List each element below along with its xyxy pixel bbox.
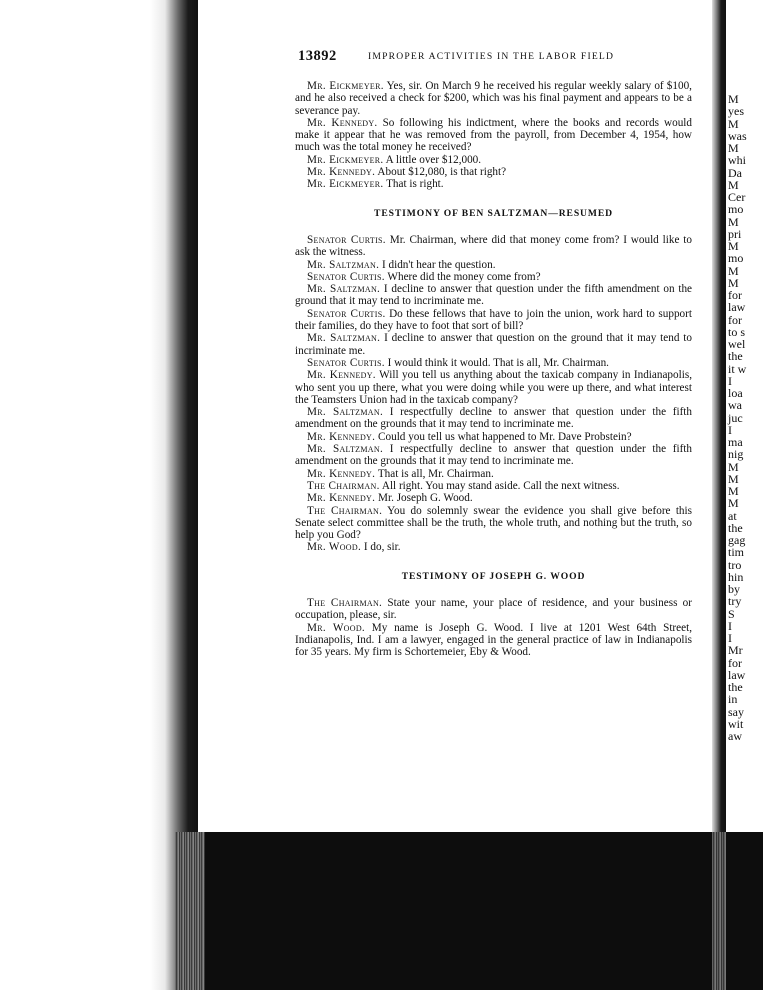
facing-page-text-fragment: tro <box>728 557 742 572</box>
speech-text: Where did the money come from? <box>384 270 541 283</box>
speech-text: A little over $12,000. <box>383 153 482 166</box>
speech-text: That is all, Mr. Chairman. <box>375 467 494 480</box>
speaker-name: Senator Curtis. <box>307 233 386 246</box>
speech-text: About $12,080, is that right? <box>375 166 507 179</box>
speaker-name: Mr. Wood. <box>307 541 362 554</box>
testimony-paragraph <box>295 443 692 468</box>
facing-page-text-fragment: I <box>728 422 732 437</box>
speech-text: You do solemnly swear the evidence you shall give before this Senate select committee shall be the truth, the whole truth, and nothing but the truth, so help you God? <box>295 504 692 542</box>
facing-page-text-fragment: hin <box>728 569 744 584</box>
facing-page-text-fragment: M <box>728 214 739 229</box>
facing-page-text-fragment: for <box>728 288 742 302</box>
testimony-paragraph <box>295 369 692 406</box>
testimony-paragraph <box>295 154 692 166</box>
facing-page-text-fragment: for <box>728 655 742 670</box>
speaker-name: Mr. Saltzman. <box>307 332 381 345</box>
facing-page-text-fragment: M <box>728 239 739 253</box>
facing-page-text-fragment: M <box>728 116 739 131</box>
speaker-name: Mr. Wood. <box>307 621 366 634</box>
testimony-paragraph <box>295 283 692 308</box>
facing-page-text-fragment: juc <box>728 410 743 425</box>
section-heading-saltzman: TESTIMONY OF BEN SALTZMAN—RESUMED <box>374 207 613 219</box>
speech-text: That is right. <box>383 178 444 191</box>
facing-page-text-fragment: S <box>728 606 735 621</box>
facing-page-text-fragment: to s <box>728 324 746 339</box>
testimony-paragraph <box>295 468 692 480</box>
speaker-name: Mr. Kennedy. <box>307 166 376 179</box>
facing-page-text-fragment: I <box>728 373 732 388</box>
speaker-name: Mr. Saltzman. <box>307 406 384 419</box>
running-head: IMPROPER ACTIVITIES IN THE LABOR FIELD <box>368 51 615 62</box>
facing-page-text-fragment: I <box>728 618 732 633</box>
facing-page-text-fragment: say <box>728 704 744 719</box>
book-gutter <box>712 0 726 832</box>
section-heading-wood: TESTIMONY OF JOSEPH G. WOOD <box>401 570 586 582</box>
testimony-paragraph <box>295 357 692 369</box>
speaker-name: Mr. Eickmeyer. <box>307 80 384 92</box>
speaker-name: Mr. Saltzman. <box>307 258 380 271</box>
facing-page-text-fragment: nig <box>728 447 744 462</box>
speaker-name: Senator Curtis. <box>307 356 385 369</box>
speaker-name: Mr. Kennedy. <box>307 467 376 480</box>
speech-text: Mr. Joseph G. Wood. <box>375 492 473 505</box>
speech-text: My name is Joseph G. Wood. I live at 1201 West 64th Street, Indianapolis, Ind. I am a lawyer, engaged in the general practice of law in Indianapolis for 35 years. My firm is Schortemeier, Eby & Wood. <box>295 621 692 659</box>
facing-page-text-fragment: Mr <box>728 643 743 658</box>
facing-page-text-fragment: wel <box>728 337 746 351</box>
speaker-name: Mr. Eickmeyer. <box>307 178 384 191</box>
speech-text: Will you tell us anything about the taxicab company in Indianapolis, who sent you up there, what you were doing while you were up there, and what interest the Teamsters Union had in the taxicab company? <box>295 369 692 406</box>
testimony-paragraph <box>295 597 692 622</box>
facing-page-text-fragment: pri <box>728 226 742 241</box>
speaker-name: Mr. Kennedy. <box>307 430 376 443</box>
speech-text: Do these fellows that have to join the union, work hard to support their families, do they have to foot that sort of bill? <box>295 307 692 333</box>
speaker-name: The Chairman. <box>307 596 383 609</box>
facing-page-text-fragment: M <box>728 484 739 498</box>
speech-text: I do, sir. <box>361 541 401 554</box>
speaker-name: The Chairman. <box>307 504 383 517</box>
speaker-name: Mr. Kennedy. <box>307 492 376 505</box>
facing-page-text-fragment: M <box>728 496 739 511</box>
page-body <box>295 80 692 658</box>
speaker-name: Mr. Saltzman. <box>307 443 384 456</box>
facing-page-text-fragment: M <box>728 141 739 155</box>
speech-text: I decline to answer that question on the ground that it may tend to incriminate me. <box>295 332 692 357</box>
scan-edge-right <box>712 832 726 990</box>
speech-text: I decline to answer that question under the fifth amendment on the ground that it may tend to incriminate me. <box>295 283 693 308</box>
speaker-name: Mr. Saltzman. <box>307 283 381 296</box>
facing-page-text-fragment: M <box>728 92 739 106</box>
testimony-paragraph <box>295 622 692 659</box>
facing-page-text-fragment: at <box>728 508 737 523</box>
speech-text: I didn't hear the question. <box>379 258 496 271</box>
speaker-name: Mr. Kennedy. <box>307 116 378 129</box>
facing-page-text-fragment: try <box>728 594 742 609</box>
testimony-paragraph <box>295 234 692 259</box>
testimony-paragraph <box>295 332 692 357</box>
testimony-paragraph <box>295 259 692 271</box>
facing-page-text-fragment: mo <box>728 251 744 266</box>
speaker-name: Mr. Kennedy. <box>307 369 376 382</box>
facing-page-text-fragment: law <box>728 300 746 315</box>
speaker-name: Senator Curtis. <box>307 270 385 283</box>
speech-text: So following his indictment, where the books and records would make it appear that he was removed from the payroll, from December 4, 1954, how much was the total money he received? <box>295 116 692 154</box>
speaker-name: Senator Curtis. <box>307 307 386 320</box>
facing-page-text-fragment: for <box>728 312 742 327</box>
page-header <box>198 48 712 68</box>
facing-page-text-fragment: it w <box>728 361 747 376</box>
speaker-name: Mr. Eickmeyer. <box>307 153 384 166</box>
facing-page-text-fragment: by <box>728 582 740 596</box>
testimony-paragraph <box>295 308 692 333</box>
page-number: 13892 <box>298 48 337 64</box>
testimony-paragraph <box>295 505 692 542</box>
testimony-paragraph <box>295 271 692 283</box>
testimony-paragraph <box>295 178 692 190</box>
scan-bottom-border <box>198 832 763 990</box>
facing-page-text-fragment: wa <box>728 398 742 413</box>
facing-page-text-fragment: was <box>728 128 747 143</box>
testimony-paragraph <box>295 492 692 504</box>
facing-page-text-fragment: whi <box>728 153 746 168</box>
facing-page-text-fragment: the <box>728 680 743 694</box>
facing-page-text-fragment: M <box>728 275 739 290</box>
testimony-block-eickmeyer <box>295 80 692 191</box>
facing-page-text-fragment: M <box>728 471 739 486</box>
facing-page-text-fragment: loa <box>728 386 743 400</box>
facing-page-text-fragment: mo <box>728 202 744 217</box>
facing-page-text-fragment: aw <box>728 729 742 743</box>
speech-text: I respectfully decline to answer that question under the fifth amendment on the grounds that it may tend to incriminate me. <box>295 443 693 468</box>
facing-page-text-fragment: yes <box>728 104 744 119</box>
speech-text: All right. You may stand aside. Call the next witness. <box>379 479 620 492</box>
facing-page-text-fragment: the <box>728 349 743 364</box>
facing-page-text-fragment: law <box>728 667 746 682</box>
facing-page-text-fragment: M <box>728 263 739 278</box>
speech-text: I respectfully decline to answer that question under the fifth amendment on the grounds that it may tend to incriminate me. <box>295 406 693 431</box>
facing-page-text-fragment: wit <box>728 716 744 731</box>
facing-page-text-fragment: gag <box>728 533 746 547</box>
scan-edge-left <box>175 832 205 990</box>
facing-page-text-fragment: ma <box>728 435 743 449</box>
speech-text: I would think it would. That is all, Mr. Chairman. <box>384 356 609 369</box>
testimony-paragraph <box>295 480 692 492</box>
testimony-block-wood <box>295 597 692 658</box>
scan-left-border <box>0 0 198 990</box>
facing-page-text-fragment: tim <box>728 545 745 560</box>
testimony-paragraph <box>295 406 692 431</box>
facing-page-text-fragment: I <box>728 631 732 645</box>
speaker-name: The Chairman. <box>307 479 380 492</box>
speech-text: Could you tell us what happened to Mr. Dave Probstein? <box>375 430 632 443</box>
document-page <box>198 0 712 832</box>
facing-page-text-fragment: Cer <box>728 190 746 204</box>
facing-page-text-fragment: the <box>728 520 743 535</box>
testimony-block-saltzman <box>295 234 692 554</box>
facing-page-text-fragment: Da <box>728 165 742 180</box>
testimony-paragraph <box>295 431 692 443</box>
facing-page-text-fragment: M <box>728 177 739 192</box>
testimony-paragraph <box>295 117 692 154</box>
testimony-paragraph <box>295 80 692 117</box>
testimony-paragraph <box>295 541 692 553</box>
speech-text: Mr. Chairman, where did that money come from? I would like to ask the witness. <box>295 233 692 259</box>
facing-page-text-fragment: M <box>728 459 739 474</box>
testimony-paragraph <box>295 166 692 178</box>
speech-text: Yes, sir. On March 9 he received his regular weekly salary of $100, and he also received a check for $200, which was his final payment and appears to be a severance pay. <box>295 80 692 117</box>
facing-page-text-fragment: in <box>728 692 738 707</box>
speech-text: State your name, your place of residence, and your business or occupation, please, sir. <box>295 596 692 622</box>
